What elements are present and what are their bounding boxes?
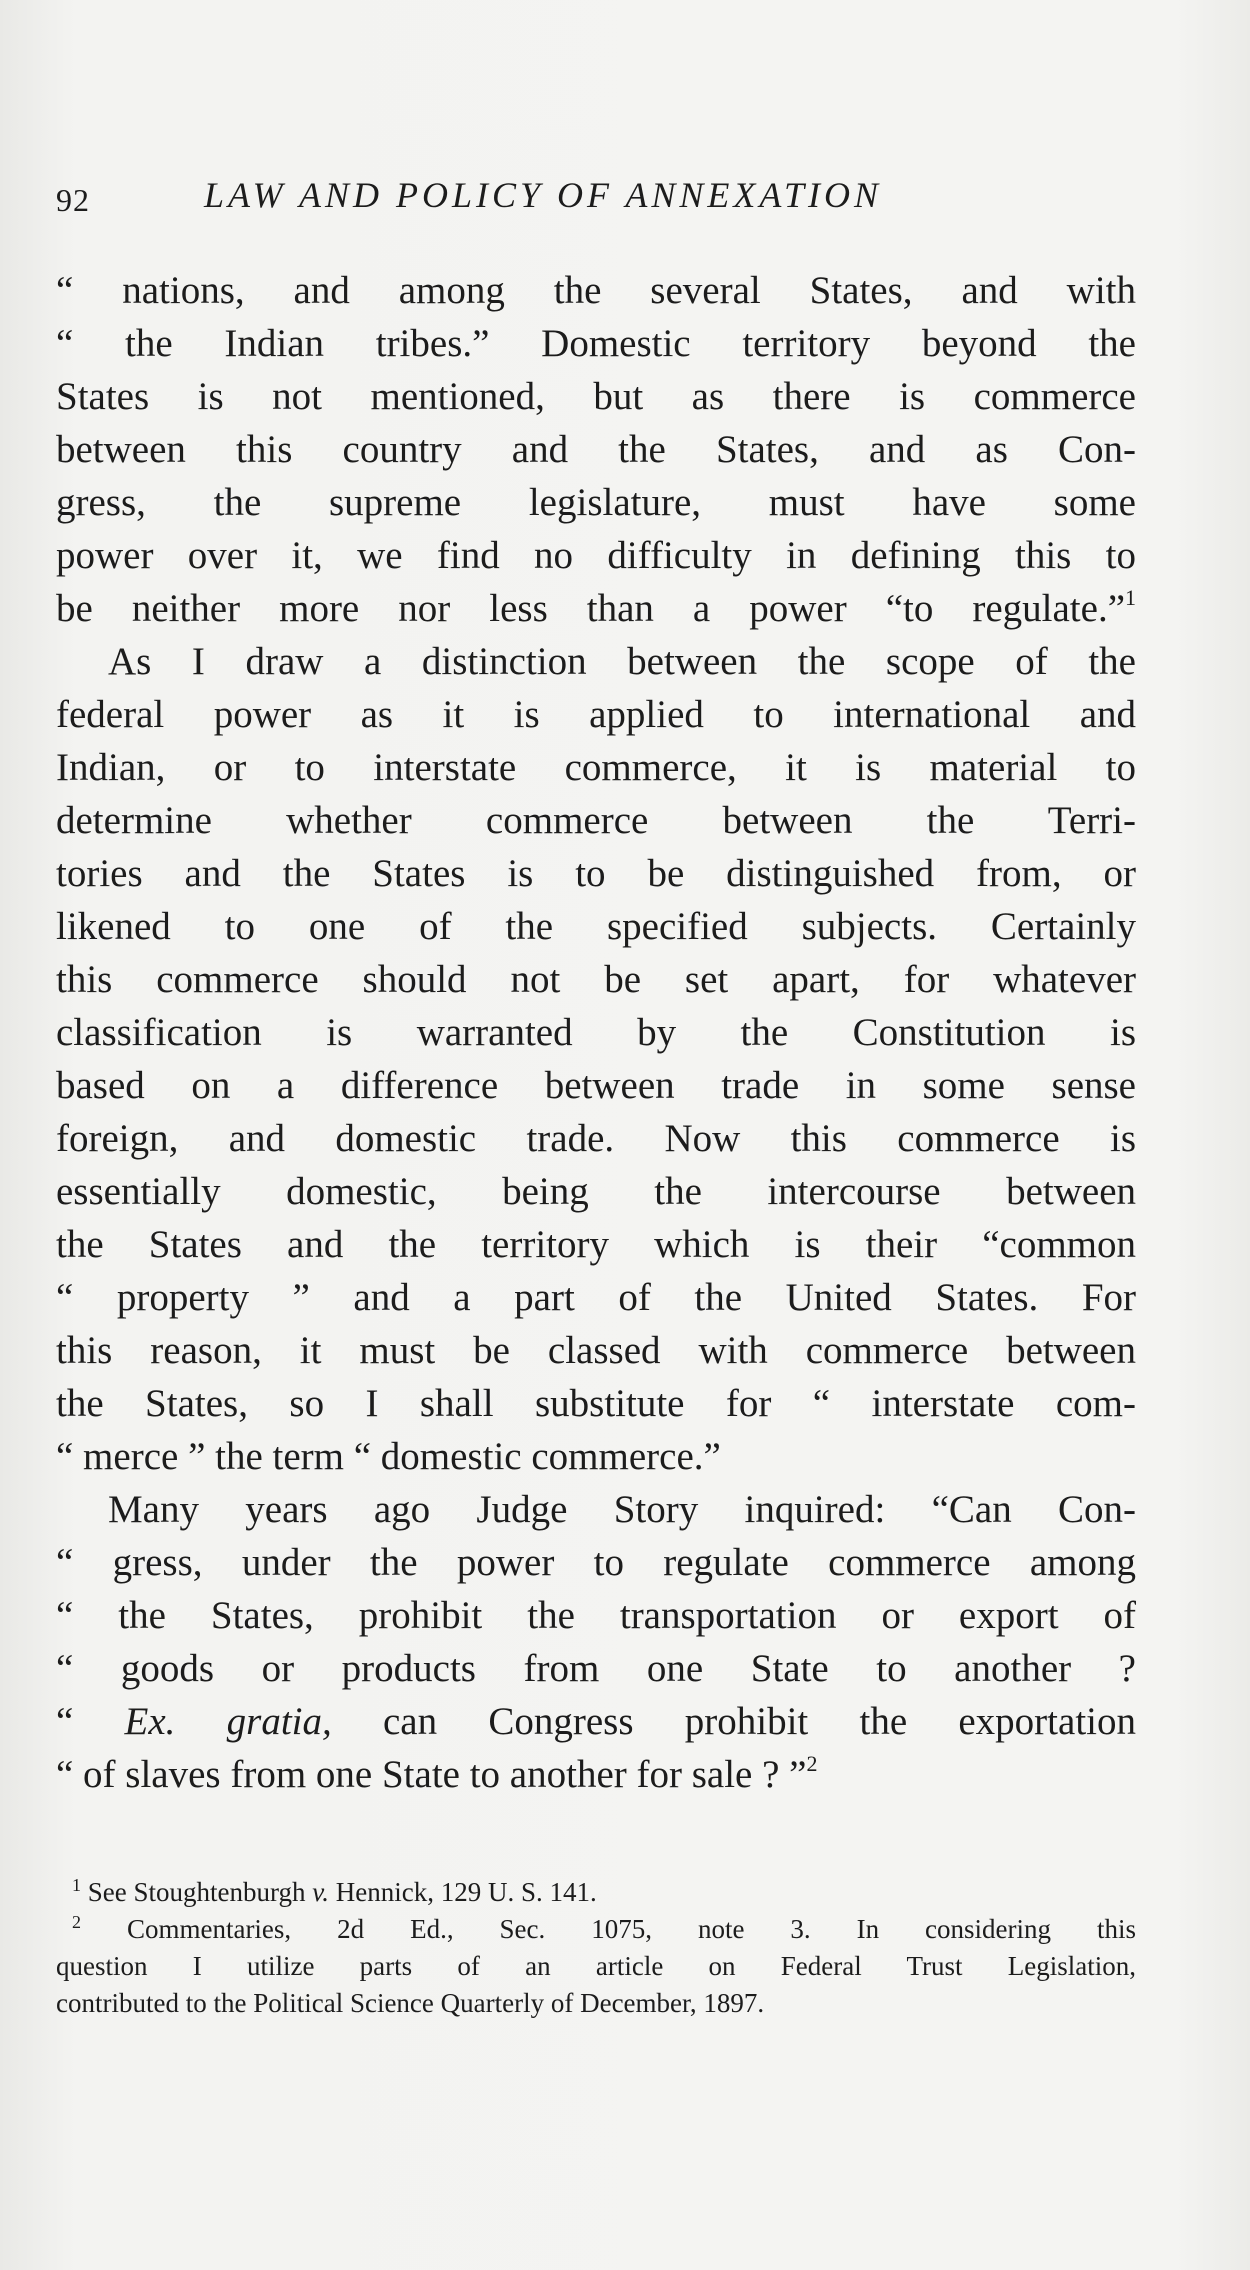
text-line: foreign, and domestic trade. Now this commerce is <box>56 1117 1136 1160</box>
text-line: States is not mentioned, but as there is commerce <box>56 375 1136 418</box>
text-line <box>56 1695 1136 1748</box>
text-line: Indian, or to interstate commerce, it is material to <box>56 746 1136 789</box>
text-line <box>56 1748 1136 1801</box>
text-line <box>56 582 1136 635</box>
footnotes <box>56 1874 1136 2022</box>
italic-phrase: Ex. gratia, <box>124 1700 332 1743</box>
paragraph-start-line: Many years ago Judge Story inquired: “Can Con- <box>108 1488 1136 1531</box>
footnote-text: Commentaries, 2d Ed., Sec. 1075, note 3. In considering this <box>81 1914 1136 1944</box>
footnote-2 <box>56 1911 1136 1948</box>
page-header <box>56 174 1156 224</box>
footnote-ref-1: 1 <box>1125 585 1136 610</box>
footnote-ref-2: 2 <box>806 1751 818 1776</box>
text-line: this commerce should not be set apart, for whatever <box>56 958 1136 1001</box>
running-title: LAW AND POLICY OF ANNEXATION <box>204 175 883 215</box>
text-line: “ merce ” the term “ domestic commerce.” <box>56 1435 721 1478</box>
text-line: classification is warranted by the Constitution is <box>56 1011 1136 1054</box>
text-segment: “ <box>56 1700 125 1743</box>
text-line: “ the States, prohibit the transportation or export of <box>56 1594 1136 1637</box>
footnote-line: question I utilize parts of an article on Federal Trust Legislation, <box>56 1951 1136 1981</box>
text-line: power over it, we find no difficulty in defining this to <box>56 534 1136 577</box>
text-segment: “ of slaves from one State to another for sale ? ” <box>56 1753 807 1796</box>
page-number: 92 <box>56 182 90 218</box>
footnote-text: Hennick, 129 U. S. 141. <box>328 1877 597 1907</box>
footnote-number: 1 <box>72 1875 81 1895</box>
footnote-number: 2 <box>72 1912 81 1932</box>
text-segment: be neither more nor less than a power “to regulate.” <box>56 587 1125 630</box>
text-line: “ the Indian tribes.” Domestic territory beyond the <box>56 322 1136 365</box>
text-line: determine whether commerce between the Terri- <box>56 799 1136 842</box>
text-line: “ gress, under the power to regulate commerce among <box>56 1541 1136 1584</box>
text-line: between this country and the States, and as Con- <box>56 428 1136 471</box>
text-line: likened to one of the specified subjects. Certainly <box>56 905 1136 948</box>
text-line: gress, the supreme legislature, must have some <box>56 481 1136 524</box>
footnote-text: See Stoughtenburgh <box>81 1877 313 1907</box>
text-line: tories and the States is to be distinguished from, or <box>56 852 1136 895</box>
footnote-1 <box>56 1874 1136 1911</box>
text-line: this reason, it must be classed with commerce between <box>56 1329 1136 1372</box>
footnote-italic: v. <box>312 1877 329 1907</box>
text-line: the States, so I shall substitute for “ interstate com- <box>56 1382 1136 1425</box>
text-line: “ property ” and a part of the United States. For <box>56 1276 1136 1319</box>
text-line: “ goods or products from one State to another ? <box>56 1647 1136 1690</box>
text-line: essentially domestic, being the intercourse between <box>56 1170 1136 1213</box>
text-segment: can Congress prohibit the exportation <box>331 1700 1136 1743</box>
body-text <box>56 264 1136 1801</box>
footnote-line: contributed to the Political Science Quarterly of December, 1897. <box>56 1988 765 2018</box>
text-line: “ nations, and among the several States, and with <box>56 269 1136 312</box>
text-line: based on a difference between trade in some sense <box>56 1064 1136 1107</box>
text-line: federal power as it is applied to international and <box>56 693 1136 736</box>
text-line: the States and the territory which is their “common <box>56 1223 1136 1266</box>
paragraph-start-line: As I draw a distinction between the scope of the <box>108 640 1136 683</box>
